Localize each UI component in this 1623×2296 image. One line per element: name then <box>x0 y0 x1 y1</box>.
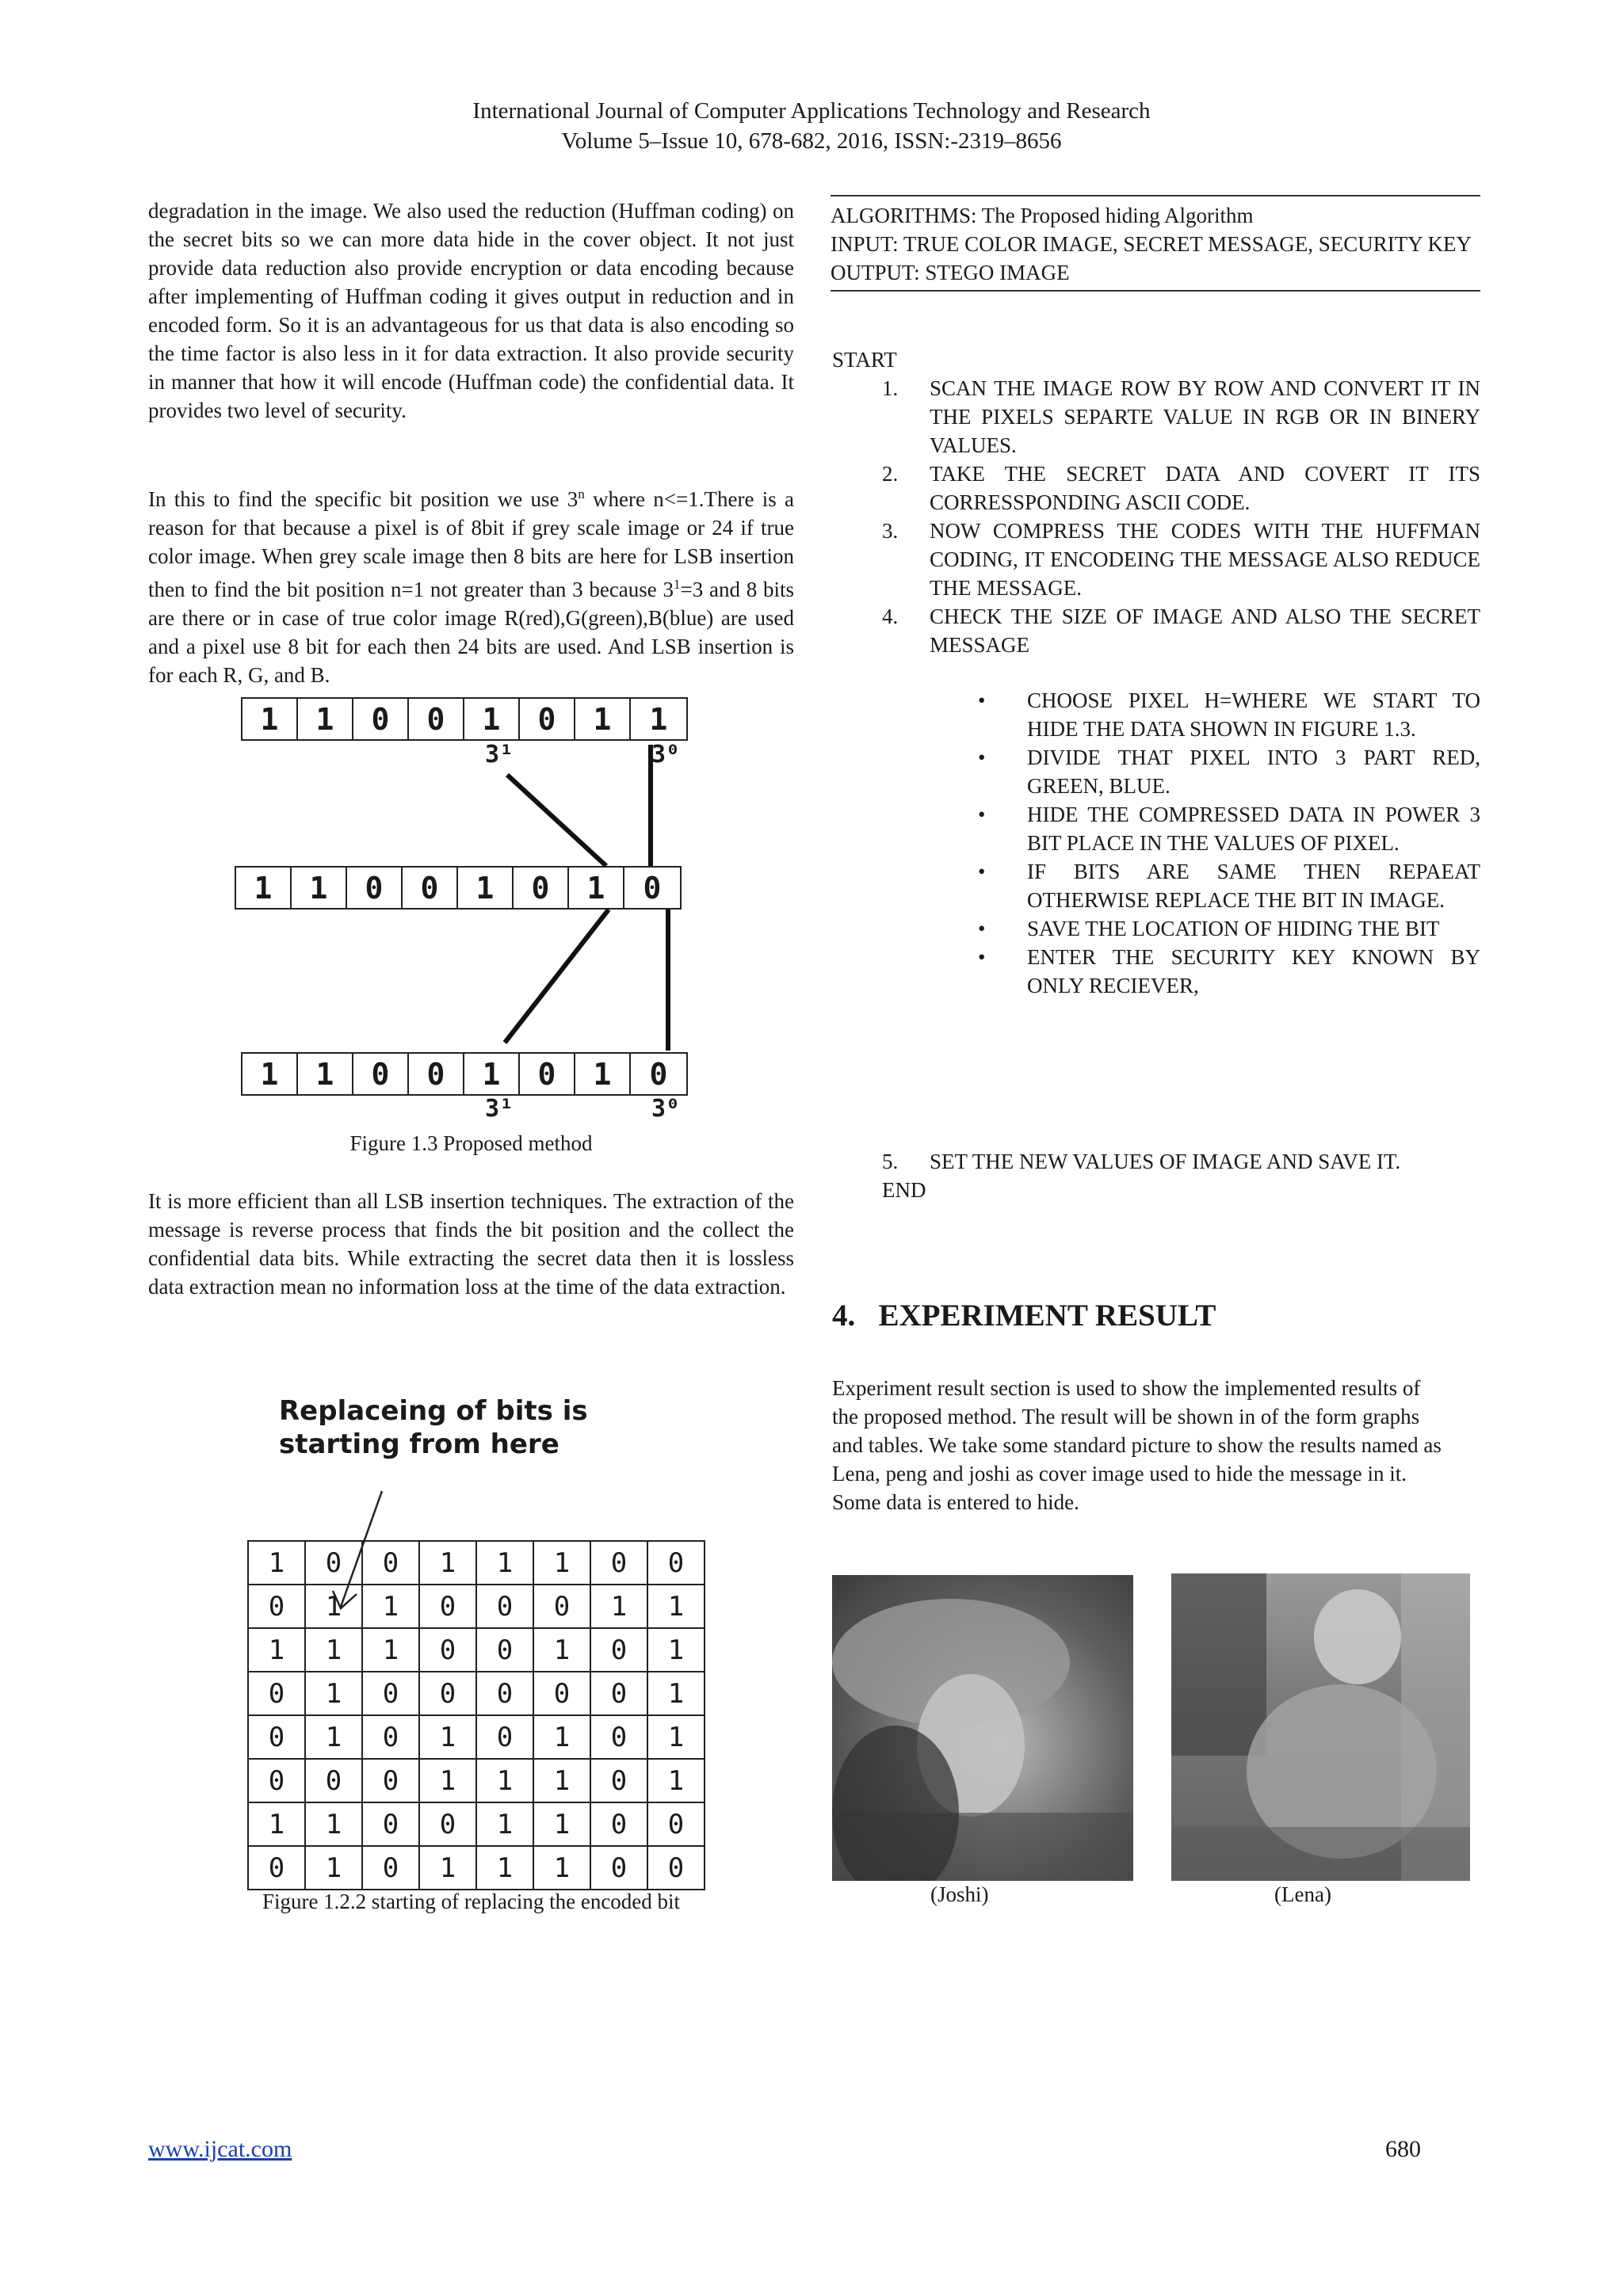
matrix-cell: 1 <box>419 1759 476 1802</box>
bit-cell: 0 <box>409 699 464 739</box>
matrix-cell: 1 <box>305 1802 362 1846</box>
matrix-cell: 1 <box>647 1672 705 1715</box>
bit-cell: 0 <box>403 868 458 908</box>
para2-text-a: In this to find the specific bit position we use 3 <box>148 487 579 511</box>
matrix-cell: 0 <box>419 1802 476 1846</box>
bit-cell: 0 <box>520 1054 575 1094</box>
matrix-cell: 1 <box>533 1802 590 1846</box>
bullet-dot-icon: • <box>978 917 986 940</box>
matrix-cell: 0 <box>590 1802 647 1846</box>
step-number: 5. <box>882 1150 899 1173</box>
bit-cell: 0 <box>409 1054 464 1094</box>
matrix-cell: 0 <box>533 1585 590 1628</box>
matrix-row <box>248 1585 705 1628</box>
matrix-cell: 0 <box>590 1628 647 1672</box>
matrix-cell: 0 <box>647 1541 705 1585</box>
matrix-row <box>248 1628 705 1672</box>
bit-cell: 0 <box>347 868 403 908</box>
bit-cell: 1 <box>575 1054 631 1094</box>
matrix-cell: 1 <box>533 1628 590 1672</box>
step-number: 4. <box>882 605 899 628</box>
matrix-cell: 1 <box>647 1759 705 1802</box>
algorithm-title: ALGORITHMS: The Proposed hiding Algorithm <box>831 204 1254 227</box>
matrix-cell: 0 <box>590 1759 647 1802</box>
bit-cell: 0 <box>643 870 662 906</box>
matrix-cell: 1 <box>647 1585 705 1628</box>
bullet-item <box>978 914 1480 943</box>
bit-cell: 1 <box>298 1054 353 1094</box>
matrix-cell: 0 <box>476 1628 533 1672</box>
joshi-photo <box>832 1575 1133 1881</box>
bit-cell: 0 <box>353 699 409 739</box>
bullet-text: SAVE THE LOCATION OF HIDING THE BIT <box>1027 917 1440 940</box>
joshi-caption: (Joshi) <box>930 1882 989 1906</box>
lena-photo <box>1171 1573 1470 1881</box>
matrix-row <box>248 1541 705 1585</box>
label-3-power-0-bottom: 3⁰ <box>651 1095 681 1123</box>
bullet-text: CHOOSE PIXEL H=WHERE WE START TO HIDE THE DATA SHOWN IN FIGURE 1.3. <box>1027 688 1480 741</box>
bullet-dot-icon: • <box>978 945 986 969</box>
matrix-cell: 1 <box>362 1585 419 1628</box>
bullet-item <box>978 800 1480 857</box>
matrix-cell: 1 <box>305 1585 362 1628</box>
step-item <box>882 517 1480 602</box>
bullet-item <box>978 743 1480 800</box>
journal-website-link[interactable]: www.ijcat.com <box>148 2136 292 2162</box>
matrix-cell: 0 <box>590 1541 647 1585</box>
bullet-dot-icon: • <box>978 803 986 826</box>
matrix-cell: 1 <box>248 1541 305 1585</box>
matrix-cell: 0 <box>533 1672 590 1715</box>
matrix-cell: 1 <box>533 1715 590 1759</box>
bullet-dot-icon: • <box>978 746 986 769</box>
label-3-power-1-bottom: 3¹ <box>485 1095 514 1123</box>
algorithm-input: INPUT: TRUE COLOR IMAGE, SECRET MESSAGE, SECURITY KEY <box>831 232 1472 256</box>
figure-1-3-caption: Figure 1.3 Proposed method <box>349 1131 593 1155</box>
lena-photo-shapes <box>1171 1573 1470 1881</box>
algorithm-steps <box>882 374 1480 659</box>
matrix-cell: 0 <box>362 1715 419 1759</box>
bit-cell: 1 <box>242 699 298 739</box>
algorithm-output: OUTPUT: STEGO IMAGE <box>831 261 1070 284</box>
journal-title: International Journal of Computer Applications Technology and Research <box>472 98 1151 124</box>
matrix-cell: 1 <box>305 1715 362 1759</box>
para2-text-c: =3 and 8 bits are there or in case of true color image R(red),G(green),B(blue) are used and a pixel use 8 bit for each then 24 bits are used. And LSB insertion is for each R, G, and B. <box>148 578 794 687</box>
matrix-cell: 0 <box>590 1672 647 1715</box>
lena-caption: (Lena) <box>1274 1882 1331 1906</box>
matrix-cell: 0 <box>362 1759 419 1802</box>
matrix-cell: 0 <box>476 1672 533 1715</box>
left-paragraph-3: It is more efficient than all LSB insertion techniques. The extraction of the message is reverse process that finds the bit position and the collect the confidential data bits. While extracting the secret data then it is lossless data extraction mean no information loss at the time of the data extraction. <box>148 1189 794 1299</box>
bit-cell: 1 <box>242 1054 298 1094</box>
matrix-cell: 1 <box>647 1715 705 1759</box>
matrix-cell: 0 <box>362 1802 419 1846</box>
bit-cell: 1 <box>236 868 292 908</box>
bit-cell: 1 <box>458 868 514 908</box>
step-number: 3. <box>882 519 899 543</box>
matrix-cell: 1 <box>647 1628 705 1672</box>
matrix-cell: 1 <box>476 1846 533 1890</box>
step-number: 1. <box>882 376 899 400</box>
bullet-text: IF BITS ARE SAME THEN REPAEAT OTHERWISE REPLACE THE BIT IN IMAGE. <box>1027 860 1480 912</box>
matrix-cell: 1 <box>476 1541 533 1585</box>
algorithm-bullets <box>978 686 1480 1000</box>
step-text: SET THE NEW VALUES OF IMAGE AND SAVE IT. <box>930 1150 1401 1173</box>
algorithm-start: START <box>832 348 897 372</box>
matrix-cell: 1 <box>305 1628 362 1672</box>
bullet-text: HIDE THE COMPRESSED DATA IN POWER 3 BIT PLACE IN THE VALUES OF PIXEL. <box>1027 803 1480 855</box>
bit-cell: 1 <box>464 1054 520 1094</box>
bullet-text: DIVIDE THAT PIXEL INTO 3 PART RED, GREEN, BLUE. <box>1027 746 1480 798</box>
matrix-row <box>248 1715 705 1759</box>
bullet-item <box>978 943 1480 1000</box>
matrix-cell: 1 <box>248 1628 305 1672</box>
step-text: TAKE THE SECRET DATA AND COVERT IT ITS CORRESSPONDING ASCII CODE. <box>930 462 1480 514</box>
matrix-cell: 1 <box>305 1672 362 1715</box>
matrix-cell: 0 <box>362 1846 419 1890</box>
matrix-cell: 0 <box>362 1541 419 1585</box>
matrix-cell: 0 <box>305 1759 362 1802</box>
bullet-dot-icon: • <box>978 688 986 712</box>
matrix-cell: 0 <box>476 1715 533 1759</box>
matrix-row <box>248 1846 705 1890</box>
bit-cell: 1 <box>298 699 353 739</box>
matrix-cell: 0 <box>419 1672 476 1715</box>
matrix-row <box>248 1672 705 1715</box>
matrix-cell: 0 <box>419 1585 476 1628</box>
bit-cell: 1 <box>575 699 631 739</box>
step-item <box>882 460 1480 517</box>
matrix-cell: 0 <box>476 1585 533 1628</box>
bullet-dot-icon: • <box>978 860 986 883</box>
matrix-cell: 0 <box>647 1802 705 1846</box>
algorithm-end: END <box>882 1178 926 1202</box>
bullet-text: ENTER THE SECURITY KEY KNOWN BY ONLY RECIEVER, <box>1027 945 1480 997</box>
para2-text-b: where n<=1.There is a reason for that because a pixel is of 8bit if grey scale image or 24 if true color image. When grey scale image then 8 bits are here for LSB insertion then to find the bit position n=1 not greater than 3 because 3 <box>148 487 794 601</box>
matrix-cell: 0 <box>419 1628 476 1672</box>
matrix-cell: 1 <box>590 1585 647 1628</box>
matrix-cell: 0 <box>590 1846 647 1890</box>
matrix-cell: 0 <box>248 1715 305 1759</box>
matrix-cell: 0 <box>590 1715 647 1759</box>
section-heading: 4. EXPERIMENT RESULT <box>832 1299 1216 1333</box>
left-paragraph-1: degradation in the image. We also used the reduction (Huffman coding) on the secret bits so we can more data hide in the cover object. It not just provide data reduction also provide encryption or data encoding because after implementing of Huffman coding it gives output in reduction and in encoded form. So it is an advantageous for us that data is also encoding so the time factor is also less in it for data extraction. It also provide security in manner that how it will encode (Huffman code) the confidential data. It provides two level of security. <box>148 199 794 422</box>
step-item-5 <box>882 1147 1480 1176</box>
bullet-item <box>978 857 1480 914</box>
step-item <box>882 374 1480 460</box>
step-text: CHECK THE SIZE OF IMAGE AND ALSO THE SECRET MESSAGE <box>930 605 1480 657</box>
joshi-photo-shapes <box>832 1575 1133 1881</box>
matrix-cell: 1 <box>362 1628 419 1672</box>
step-text: SCAN THE IMAGE ROW BY ROW AND CONVERT IT IN THE PIXELS SEPARTE VALUE IN RGB OR IN BINERY VALUES. <box>930 376 1480 457</box>
bit-cell: 0 <box>353 1054 409 1094</box>
bit-matrix <box>247 1540 705 1890</box>
para2-superscript-1: 1 <box>674 577 681 592</box>
bit-cell: 1 <box>464 699 520 739</box>
bullet-item <box>978 686 1480 743</box>
bit-cell: 0 <box>649 1056 668 1092</box>
matrix-cell: 1 <box>248 1802 305 1846</box>
matrix-cell: 1 <box>419 1846 476 1890</box>
matrix-cell: 1 <box>476 1802 533 1846</box>
figure-1-2-2-caption: Figure 1.2.2 starting of replacing the encoded bit <box>262 1890 681 1913</box>
bit-cell: 1 <box>569 868 624 908</box>
label-3-power-1-top: 3¹ <box>485 741 514 769</box>
algorithm-box <box>831 195 1480 292</box>
matrix-cell: 1 <box>533 1541 590 1585</box>
bit-cell: 1 <box>292 868 347 908</box>
bit-cell: 0 <box>520 699 575 739</box>
matrix-cell: 0 <box>362 1672 419 1715</box>
matrix-cell: 1 <box>476 1759 533 1802</box>
matrix-row <box>248 1759 705 1802</box>
matrix-cell: 0 <box>647 1846 705 1890</box>
matrix-cell: 0 <box>305 1541 362 1585</box>
section-paragraph: Experiment result section is used to show the implemented results of the proposed method. The result will be shown in of the form graphs and tables. We take some standard picture to show the results named as Lena, peng and joshi as cover image used to hide the message in it. Some data is entered to hide. <box>832 1376 1442 1514</box>
step-number: 2. <box>882 462 899 486</box>
page-number: 680 <box>1385 2136 1421 2162</box>
matrix-cell: 1 <box>533 1846 590 1890</box>
matrix-cell: 1 <box>305 1846 362 1890</box>
matrix-cell: 0 <box>248 1672 305 1715</box>
journal-volume: Volume 5–Issue 10, 678-682, 2016, ISSN:-2319–8656 <box>561 128 1062 154</box>
matrix-cell: 0 <box>248 1585 305 1628</box>
matrix-cell: 1 <box>533 1759 590 1802</box>
matrix-cell: 0 <box>248 1846 305 1890</box>
matrix-row <box>248 1802 705 1846</box>
figure-title-line-2: starting from here <box>279 1428 559 1460</box>
matrix-cell: 1 <box>419 1715 476 1759</box>
matrix-cell: 1 <box>419 1541 476 1585</box>
step-text: NOW COMPRESS THE CODES WITH THE HUFFMAN CODING, IT ENCODEING THE MESSAGE ALSO REDUCE THE MESSAGE. <box>930 519 1480 600</box>
figure-title-line-1: Replaceing of bits is <box>279 1395 588 1427</box>
label-3-power-0-top: 3⁰ <box>651 741 681 769</box>
step-item <box>882 602 1480 659</box>
bit-cell: 0 <box>514 868 569 908</box>
matrix-cell: 0 <box>248 1759 305 1802</box>
para2-superscript-n: n <box>578 486 585 502</box>
bit-cell: 1 <box>649 701 668 737</box>
